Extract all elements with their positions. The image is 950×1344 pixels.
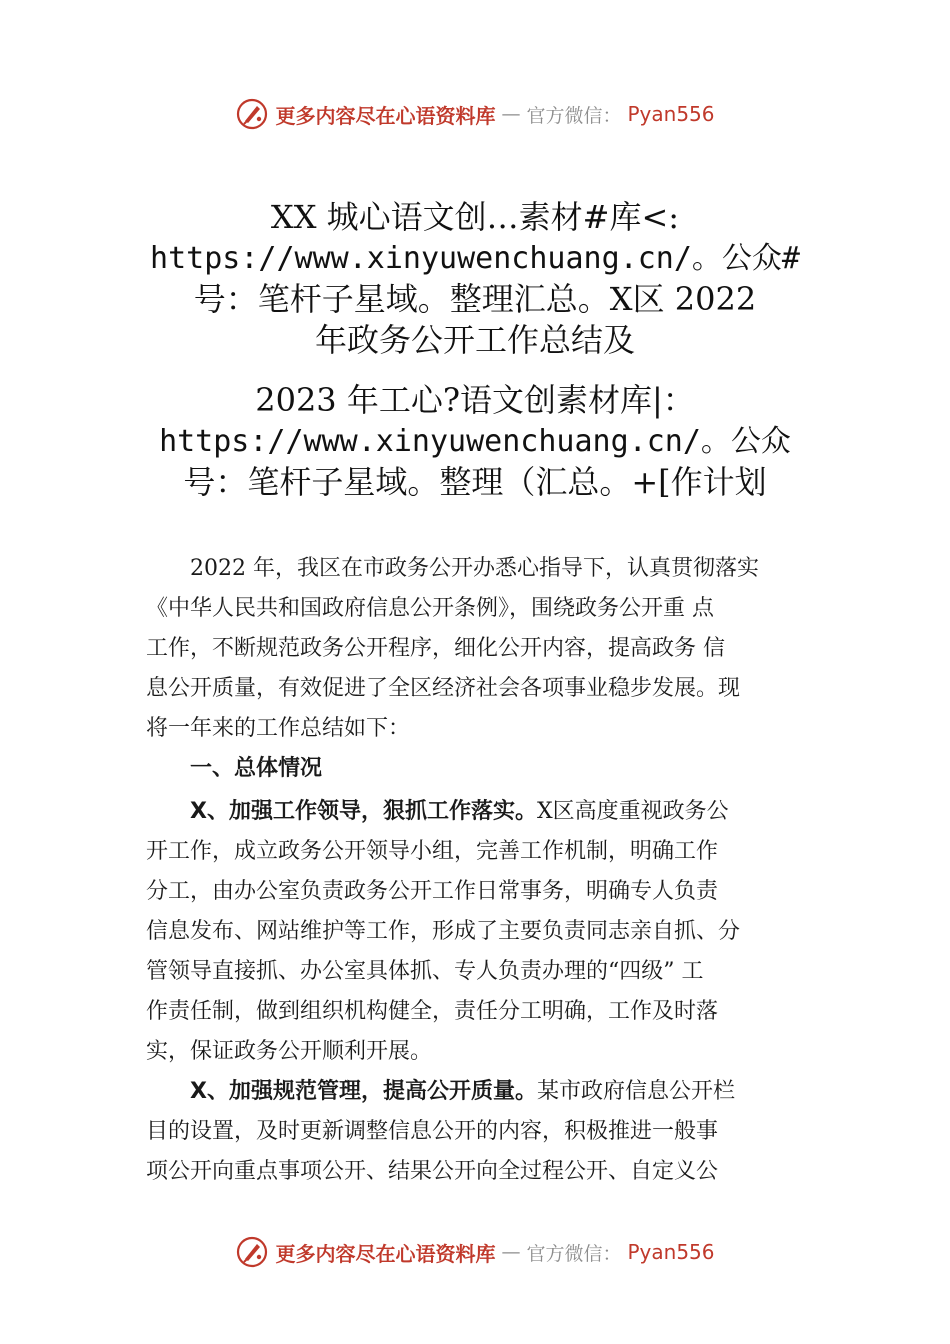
paragraph-line: 实，保证政务公开顺利开展。 — [146, 1039, 433, 1064]
paragraph-line: 息公开质量，有效促进了全区经济社会各项事业稳步发展。现 — [146, 676, 741, 701]
header-banner — [0, 94, 950, 134]
title-line: 2023 年工心?语文创素材库|： — [255, 381, 695, 419]
paragraph-line: 项公开向重点事项公开、结果公开向全过程公开、自定义公 — [146, 1159, 719, 1184]
banner-wechat-label: 官方微信： — [526, 1242, 622, 1265]
title-line-url: https://www.xinyuwenchuang.cn/。公众# — [150, 241, 800, 276]
paragraph-line: 目的设置，及时更新调整信息公开的内容，积极推进一般事 — [146, 1119, 719, 1144]
item1-first-rest: X区高度重视政务公 — [536, 799, 729, 824]
paragraph-line: 《中华人民共和国政府信息公开条例》，围绕政务公开重 点 — [146, 596, 714, 621]
footer-banner — [0, 1232, 950, 1272]
paragraph-line: 将一年来的工作总结如下： — [146, 716, 411, 741]
quill-logo-icon — [235, 97, 269, 131]
item2-first-line — [146, 1072, 826, 1112]
title-line: XX 城心语文创…素材#库<: — [270, 198, 680, 236]
document-title-part2 — [60, 380, 890, 503]
banner-separator: — — [501, 103, 521, 125]
title-line: 年政务公开工作总结及 — [314, 321, 635, 359]
banner-wechat-label: 官方微信： — [526, 104, 622, 127]
document-title-part1 — [60, 197, 890, 361]
banner-wechat-id: Pyan556 — [627, 1240, 715, 1264]
paragraph-line: 管领导直接抓、办公室具体抓、专人负责办理的“四级” 工 — [146, 959, 704, 984]
document-body — [146, 549, 826, 1192]
paragraph-line: 2022 年，我区在市政务公开办悉心指导下，认真贯彻落实 — [190, 556, 759, 581]
paragraph-line: 作责任制，做到组织机构健全，责任分工明确，工作及时落 — [146, 999, 719, 1024]
item1-first-line — [146, 792, 826, 832]
banner-separator: — — [501, 1241, 521, 1263]
title-line-url: https://www.xinyuwenchuang.cn/。公众 — [159, 424, 791, 459]
banner-brand-text: 更多内容尽在心语资料库 — [275, 103, 496, 128]
paragraph-line: 分工，由办公室负责政务公开工作日常事务，明确专人负责 — [146, 879, 719, 904]
section-heading: 一、总体情况 — [190, 756, 323, 781]
banner-brand-text: 更多内容尽在心语资料库 — [275, 1241, 496, 1266]
title-line: 号：笔杆子星域。整理汇总。X区 2022 — [193, 280, 757, 318]
title-line: 号：笔杆子星域。整理（汇总。+[作计划 — [183, 463, 767, 501]
item1-lead: X、加强工作领导，狠抓工作落实。 — [190, 799, 537, 824]
paragraph-line: 开工作，成立政务公开领导小组，完善工作机制，明确工作 — [146, 839, 719, 864]
item2-lead: X、加强规范管理，提高公开质量。 — [190, 1079, 537, 1104]
paragraph-line: 信息发布、网站维护等工作，形成了主要负责同志亲自抓、分 — [146, 919, 741, 944]
item2-first-rest: 某市政府信息公开栏 — [536, 1079, 735, 1104]
quill-logo-icon — [235, 1235, 269, 1269]
banner-wechat-id: Pyan556 — [627, 102, 715, 126]
paragraph-line: 工作，不断规范政务公开程序，细化公开内容，提高政务 信 — [146, 636, 725, 661]
